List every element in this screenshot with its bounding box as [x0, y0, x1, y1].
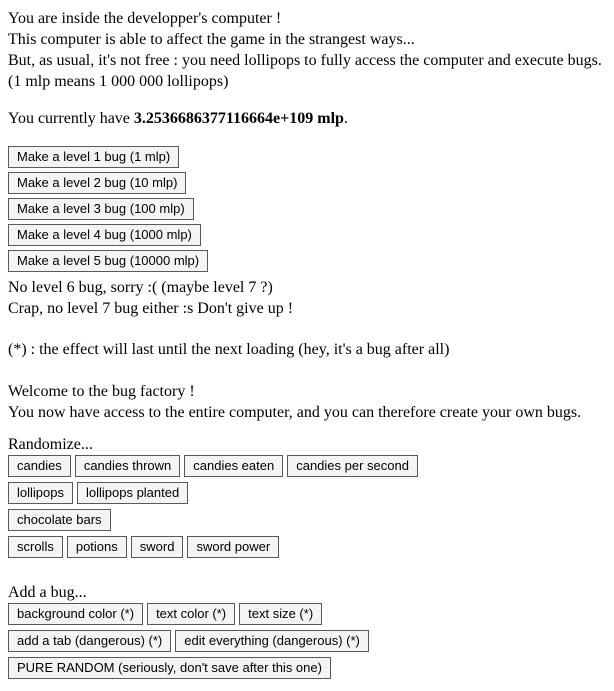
- button-add-a-tab-dangerous[interactable]: add a tab (dangerous) (*): [8, 630, 171, 652]
- intro-line-4: (1 mlp means 1 000 000 lollipops): [8, 73, 229, 90]
- button-candies-per-second[interactable]: candies per second: [287, 455, 418, 477]
- button-make-a-level-5-bug-10000-mlp[interactable]: Make a level 5 bug (10000 mlp): [8, 250, 208, 272]
- button-text-color[interactable]: text color (*): [147, 603, 235, 625]
- add-bug-buttons: [8, 603, 606, 679]
- button-row: [8, 536, 606, 558]
- button-chocolate-bars[interactable]: chocolate bars: [8, 509, 111, 531]
- button-row: [8, 250, 606, 272]
- button-row: [8, 146, 606, 168]
- button-row: [8, 630, 606, 652]
- button-sword[interactable]: sword: [131, 536, 184, 558]
- lollipop-balance: [8, 108, 606, 129]
- button-candies[interactable]: candies: [8, 455, 71, 477]
- button-row: [8, 482, 606, 504]
- button-make-a-level-2-bug-10-mlp[interactable]: Make a level 2 bug (10 mlp): [8, 172, 186, 194]
- intro-line-1: You are inside the developper's computer !: [8, 10, 282, 27]
- button-background-color[interactable]: background color (*): [8, 603, 143, 625]
- button-row: [8, 224, 606, 246]
- balance-prefix: You currently have: [8, 110, 134, 127]
- button-pure-random-seriously-don-t-save-after-this-one[interactable]: PURE RANDOM (seriously, don't save after this one): [8, 657, 331, 679]
- no-level6-message: No level 6 bug, sorry :( (maybe level 7 ?): [8, 279, 273, 296]
- button-row: [8, 657, 606, 679]
- button-row: [8, 455, 606, 477]
- button-candies-thrown[interactable]: candies thrown: [75, 455, 180, 477]
- randomize-heading: Randomize...: [8, 436, 93, 453]
- intro-text: [8, 8, 606, 92]
- effect-footnote: (*) : the effect will last until the next loading (hey, it's a bug after all): [8, 341, 450, 358]
- button-lollipops[interactable]: lollipops: [8, 482, 73, 504]
- button-make-a-level-1-bug-1-mlp[interactable]: Make a level 1 bug (1 mlp): [8, 146, 179, 168]
- button-lollipops-planted[interactable]: lollipops planted: [77, 482, 188, 504]
- bug-level-buttons: [8, 146, 606, 272]
- balance-suffix: .: [343, 110, 348, 127]
- button-potions[interactable]: potions: [67, 536, 127, 558]
- button-row: [8, 509, 606, 531]
- button-row: [8, 198, 606, 220]
- button-edit-everything-dangerous[interactable]: edit everything (dangerous) (*): [175, 630, 369, 652]
- intro-line-3: But, as usual, it's not free : you need lollipops to fully access the computer and execute bugs.: [8, 52, 602, 69]
- bug-factory-text: [8, 381, 606, 423]
- factory-welcome: Welcome to the bug factory !: [8, 383, 195, 400]
- button-make-a-level-3-bug-100-mlp[interactable]: Make a level 3 bug (100 mlp): [8, 198, 194, 220]
- button-candies-eaten[interactable]: candies eaten: [184, 455, 283, 477]
- factory-description: You now have access to the entire computer, and you can therefore create your own bugs.: [8, 404, 582, 421]
- button-row: [8, 603, 606, 625]
- button-make-a-level-4-bug-1000-mlp[interactable]: Make a level 4 bug (1000 mlp): [8, 224, 201, 246]
- button-sword-power[interactable]: sword power: [187, 536, 279, 558]
- button-scrolls[interactable]: scrolls: [8, 536, 63, 558]
- intro-line-2: This computer is able to affect the game in the strangest ways...: [8, 31, 415, 48]
- no-level7-message: Crap, no level 7 bug either :s Don't give up !: [8, 300, 294, 317]
- add-bug-heading: Add a bug...: [8, 584, 87, 601]
- button-row: [8, 172, 606, 194]
- button-text-size[interactable]: text size (*): [239, 603, 322, 625]
- randomize-buttons: [8, 455, 606, 558]
- balance-amount: 3.2536686377116664e+109 mlp: [133, 110, 344, 127]
